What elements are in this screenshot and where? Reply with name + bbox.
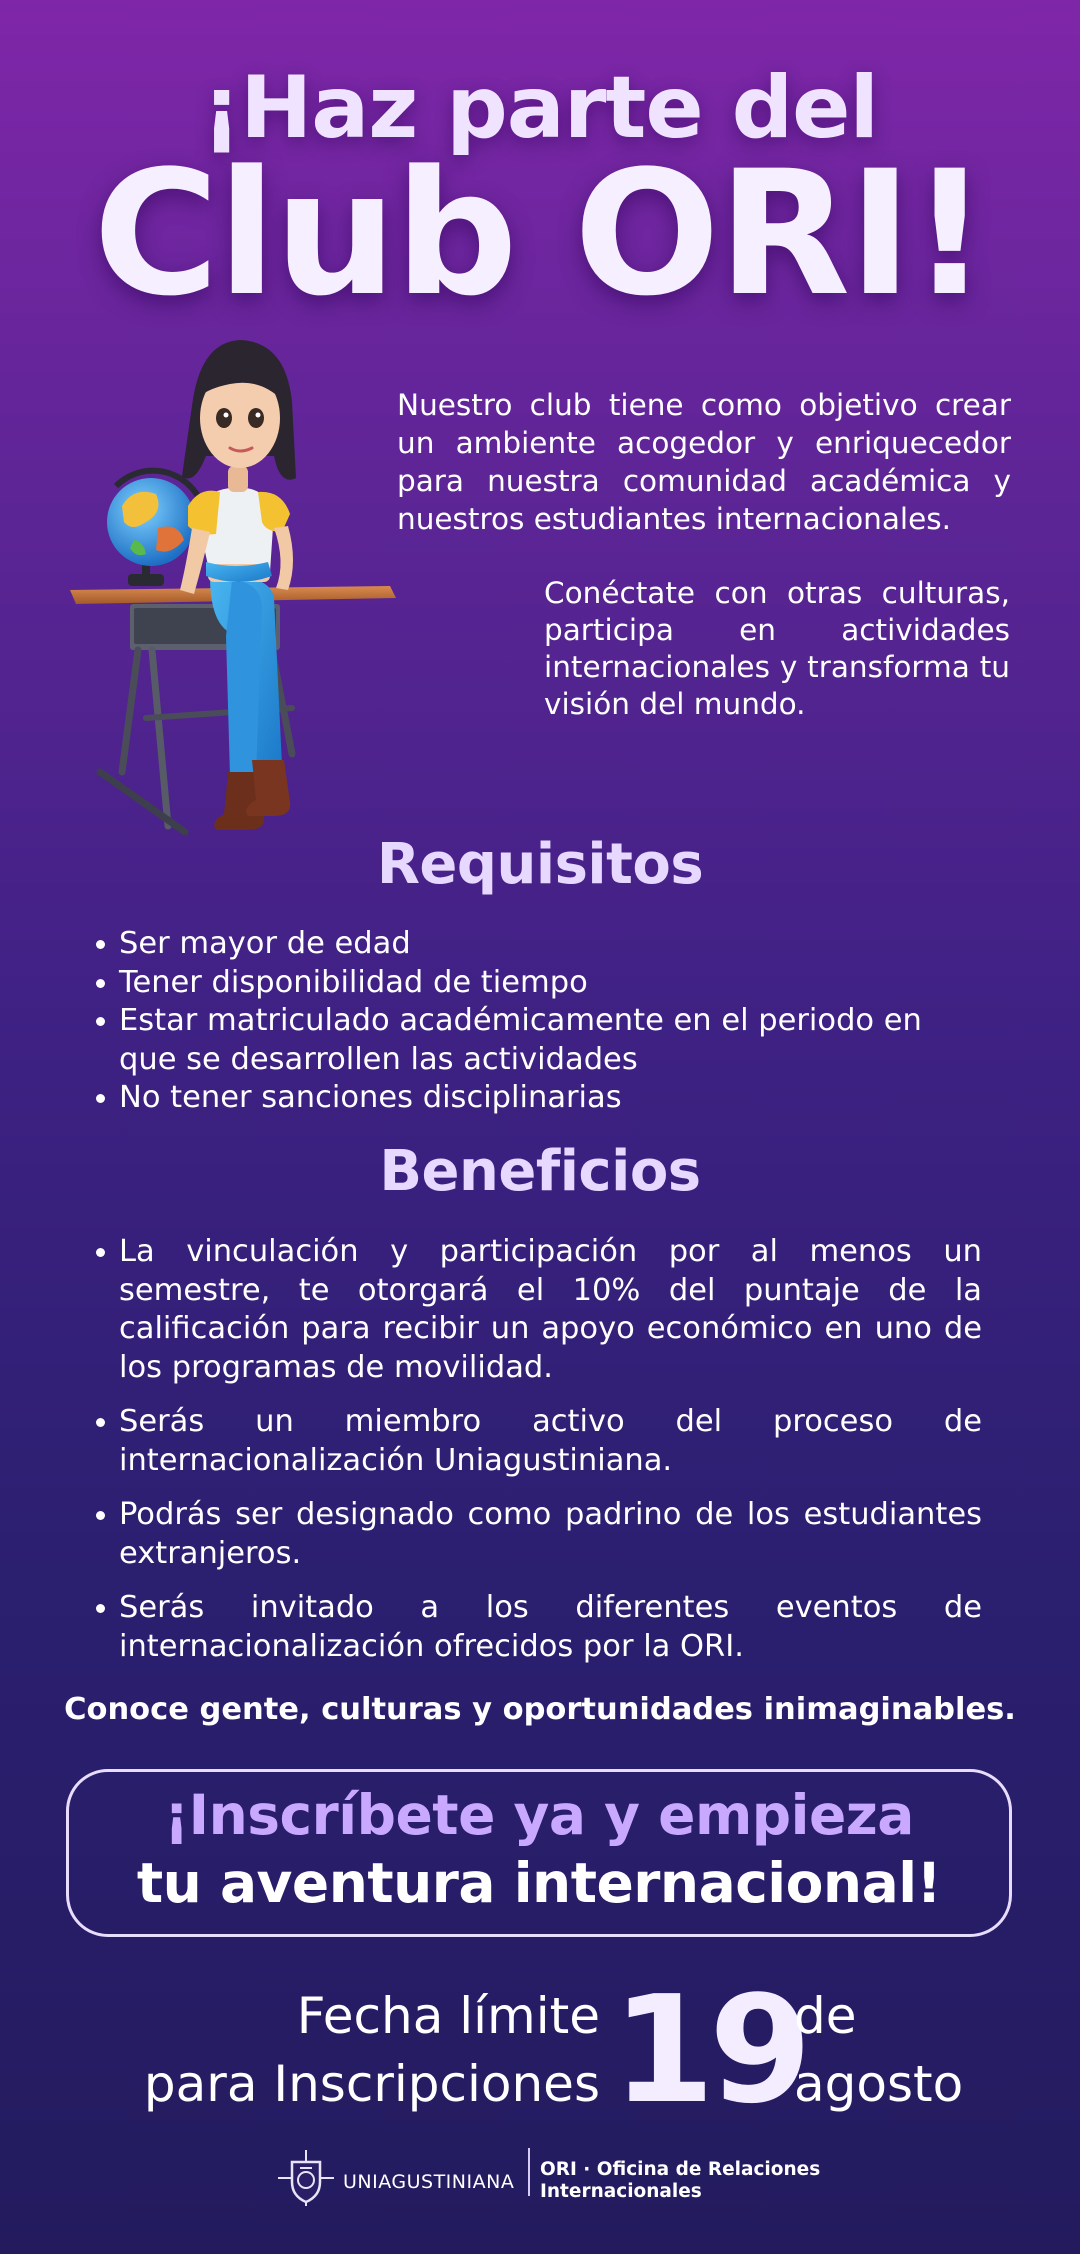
deadline-label-line2: para Inscripciones (143, 2055, 600, 2113)
cta-line2: tu aventura internacional! (136, 1851, 942, 1915)
ori-name-line2: Internacionales (540, 2181, 702, 2202)
benefits-list (92, 1233, 982, 1682)
deadline-month-line1: de (794, 1987, 857, 2045)
list-item: Serás invitado a los diferentes eventos de internacionalización ofrecidos por la ORI. (92, 1589, 982, 1666)
university-crest-icon (276, 2148, 336, 2208)
deadline-label-line1: Fecha límite (296, 1987, 600, 2045)
list-item: Estar matriculado académicamente en el periodo en que se desarrollen las actividades (92, 1002, 982, 1079)
list-item: Podrás ser designado como padrino de los estudiantes extranjeros. (92, 1496, 982, 1573)
student-character-illustration (180, 340, 296, 830)
requirements-title: Requisitos (376, 832, 704, 897)
footer-divider (528, 2148, 530, 2196)
list-item: La vinculación y participación por al menos un semestre, te otorgará el 10% del puntaje de la calificación para recibir un apoyo económico en uno de los programas de movilidad. (92, 1233, 982, 1387)
list-item: No tener sanciones disciplinarias (92, 1079, 982, 1118)
headline-line1: ¡Haz parte del (202, 58, 878, 158)
deadline-label (144, 1982, 600, 2118)
headline-line2: Club ORI! (93, 133, 987, 334)
cta-line1: ¡Inscríbete ya y empieza (164, 1783, 914, 1847)
student-desk-illustration (60, 336, 400, 842)
university-name: UNIAGUSTINIANA (343, 2171, 515, 2193)
deadline-month-line2: agosto (794, 2055, 964, 2113)
deadline-month (794, 1982, 963, 2118)
tagline: Conoce gente, culturas y oportunidades inimaginables. (64, 1692, 1016, 1727)
requirements-list (92, 925, 982, 1118)
list-item: Ser mayor de edad (92, 925, 982, 964)
ori-name-line1: ORI · Oficina de Relaciones (540, 2159, 821, 2180)
intro-paragraph-2: Conéctate con otras culturas, participa en actividades internacionales y transforma tu visión del mundo. (544, 576, 1010, 721)
intro-paragraph-1: Nuestro club tiene como objetivo crear un ambiente acogedor y enriquecedor para nuestra comunidad académica y nuestros estudiantes internacionales. (397, 388, 1011, 536)
list-item: Tener disponibilidad de tiempo (92, 964, 982, 1003)
deadline-day: 19 (612, 1964, 806, 2136)
benefits-title: Beneficios (379, 1139, 701, 1204)
list-item: Serás un miembro activo del proceso de internacionalización Uniagustiniana. (92, 1403, 982, 1480)
